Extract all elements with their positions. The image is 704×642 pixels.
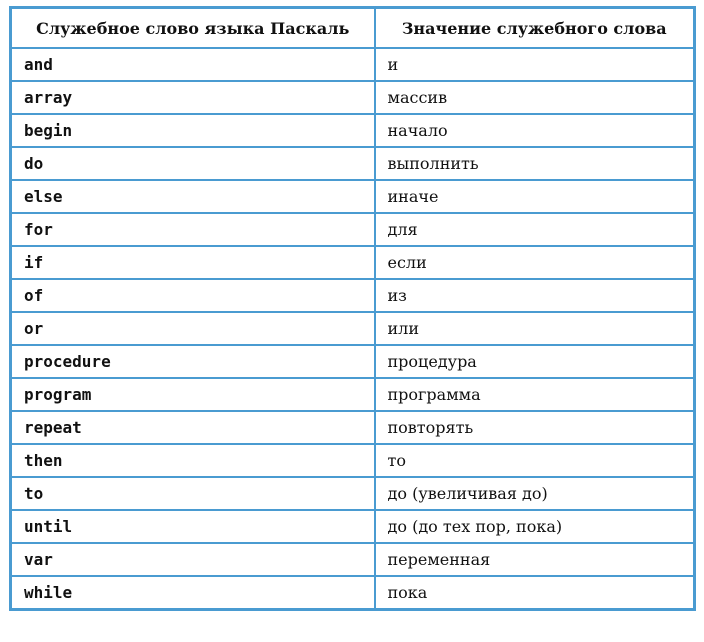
keyword-cell: begin: [11, 114, 375, 147]
table-row: [11, 48, 695, 81]
pascal-keywords-table-container: [9, 6, 693, 611]
table-header-row: [11, 8, 695, 49]
keyword-cell: and: [11, 48, 375, 81]
table-row: [11, 576, 695, 610]
meaning-cell: если: [375, 246, 695, 279]
meaning-cell: переменная: [375, 543, 695, 576]
table-row: [11, 180, 695, 213]
keyword-cell: else: [11, 180, 375, 213]
meaning-cell: иначе: [375, 180, 695, 213]
table-row: [11, 312, 695, 345]
pascal-keywords-table: [9, 6, 696, 611]
table-row: [11, 147, 695, 180]
meaning-cell: из: [375, 279, 695, 312]
keyword-cell: array: [11, 81, 375, 114]
keyword-cell: then: [11, 444, 375, 477]
meaning-cell: и: [375, 48, 695, 81]
keyword-cell: do: [11, 147, 375, 180]
table-row: [11, 444, 695, 477]
table-row: [11, 279, 695, 312]
meaning-cell: процедура: [375, 345, 695, 378]
table-row: [11, 114, 695, 147]
keyword-cell: or: [11, 312, 375, 345]
meaning-cell: или: [375, 312, 695, 345]
table-row: [11, 345, 695, 378]
table-row: [11, 510, 695, 543]
keyword-cell: if: [11, 246, 375, 279]
meaning-cell: до (увеличивая до): [375, 477, 695, 510]
meaning-cell: массив: [375, 81, 695, 114]
keyword-cell: for: [11, 213, 375, 246]
keyword-cell: procedure: [11, 345, 375, 378]
keyword-cell: var: [11, 543, 375, 576]
keyword-cell: to: [11, 477, 375, 510]
table-row: [11, 411, 695, 444]
table-row: [11, 81, 695, 114]
header-meaning: Значение служебного слова: [375, 8, 695, 49]
meaning-cell: программа: [375, 378, 695, 411]
meaning-cell: до (до тех пор, пока): [375, 510, 695, 543]
meaning-cell: для: [375, 213, 695, 246]
keyword-cell: while: [11, 576, 375, 610]
table-row: [11, 213, 695, 246]
meaning-cell: выполнить: [375, 147, 695, 180]
table-row: [11, 246, 695, 279]
meaning-cell: повторять: [375, 411, 695, 444]
meaning-cell: то: [375, 444, 695, 477]
table-row: [11, 378, 695, 411]
keyword-cell: of: [11, 279, 375, 312]
keyword-cell: repeat: [11, 411, 375, 444]
header-keyword: Служебное слово языка Паскаль: [11, 8, 375, 49]
table-row: [11, 477, 695, 510]
keyword-cell: until: [11, 510, 375, 543]
table-row: [11, 543, 695, 576]
meaning-cell: начало: [375, 114, 695, 147]
meaning-cell: пока: [375, 576, 695, 610]
keyword-cell: program: [11, 378, 375, 411]
